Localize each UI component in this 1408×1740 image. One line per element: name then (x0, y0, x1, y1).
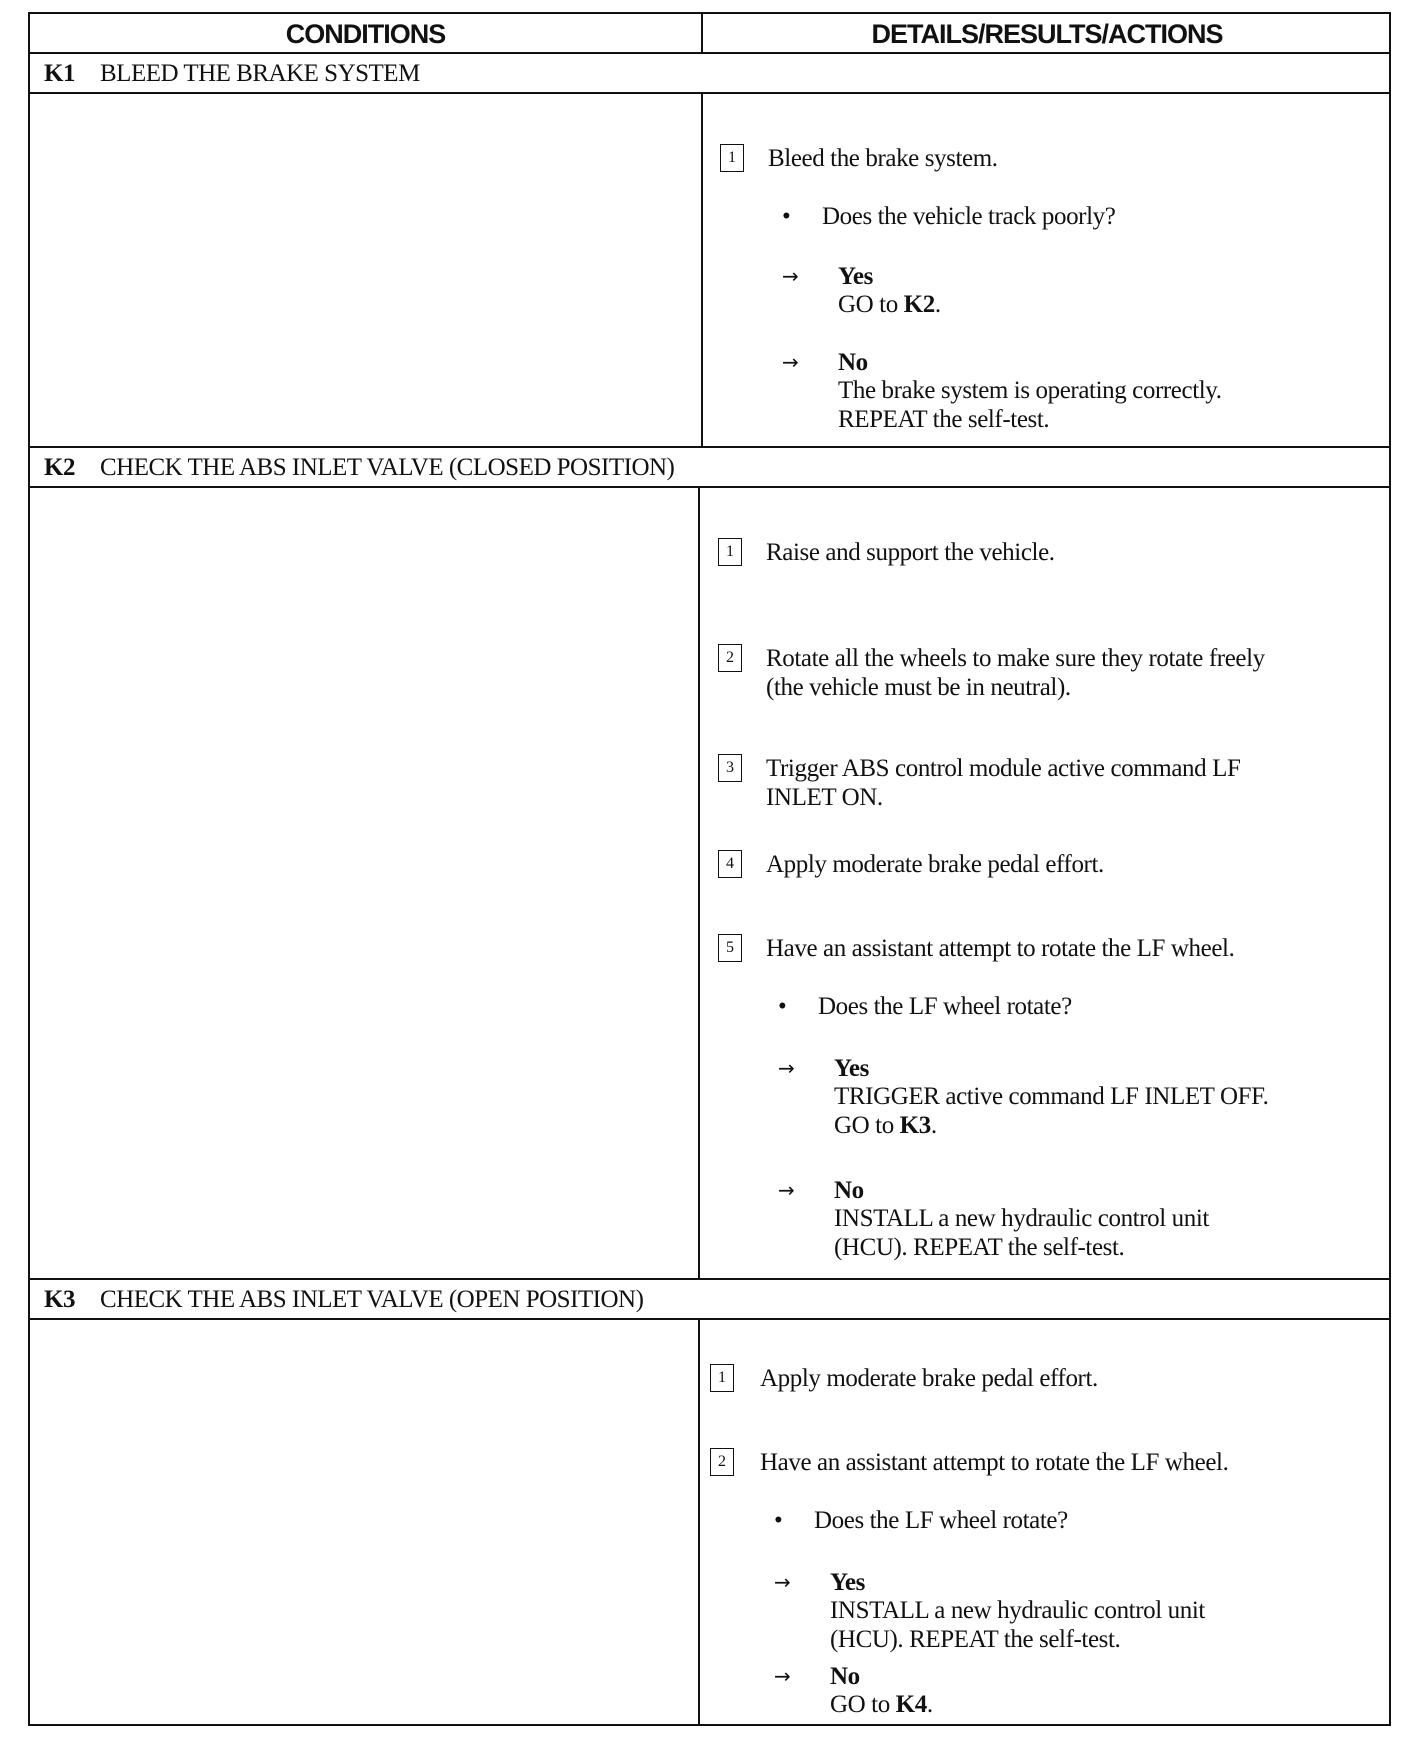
k1-no-action: The brake system is operating correctly. REPEAT the self-test. (838, 377, 1222, 433)
arrow-right-icon: → (774, 1664, 791, 1688)
k3-step2-number: 2 (710, 1448, 734, 1476)
diagnostic-table (28, 12, 1391, 1726)
k2-step2-text: Rotate all the wheels to make sure they rotate freely (the vehicle must be in neutral). (766, 645, 1265, 701)
k2-step5-text: Have an assistant attempt to rotate the LF wheel. (766, 935, 1235, 962)
k2-step4-text: Apply moderate brake pedal effort. (766, 851, 1104, 878)
k1-yes-branch (782, 262, 1382, 322)
bullet-icon: • (774, 1507, 783, 1534)
k2-step5-number: 5 (718, 934, 742, 962)
k3-no-ref: K4 (895, 1691, 927, 1718)
arrow-right-icon: → (782, 350, 799, 374)
k1-no-branch (782, 348, 1382, 438)
arrow-right-icon: → (778, 1056, 795, 1080)
k1-title: BLEED THE BRAKE SYSTEM (100, 60, 420, 87)
k2-step1-number: 1 (718, 538, 742, 566)
k2-yes-ref: K3 (899, 1112, 931, 1139)
k3-no-action: GO to K4. (830, 1691, 933, 1718)
k1-no-label: No (838, 349, 868, 376)
k2-question-text: Does the LF wheel rotate? (818, 993, 1072, 1020)
k3-body (30, 1320, 1389, 1726)
k1-section-title (30, 54, 1389, 94)
k2-step4-number: 4 (718, 850, 742, 878)
k2-step2-number: 2 (718, 644, 742, 672)
k2-no-label: No (834, 1177, 864, 1204)
k1-yes-label: Yes (838, 263, 873, 290)
k3-no-branch (774, 1662, 1374, 1722)
k1-question-text: Does the vehicle track poorly? (822, 203, 1116, 230)
k1-code: K1 (44, 60, 75, 87)
k1-yes-ref: K2 (903, 291, 935, 318)
k3-question-text: Does the LF wheel rotate? (814, 1507, 1068, 1534)
arrow-right-icon: → (774, 1570, 791, 1594)
k3-yes-action: INSTALL a new hydraulic control unit (HCU). REPEAT the self-test. (830, 1597, 1205, 1653)
k3-column-divider (698, 1320, 700, 1726)
k1-step1-number: 1 (720, 144, 744, 172)
bullet-icon: • (782, 203, 791, 230)
arrow-right-icon: → (782, 264, 799, 288)
k3-no-label: No (830, 1663, 860, 1690)
k3-yes-label: Yes (830, 1569, 865, 1596)
k2-code: K2 (44, 454, 75, 481)
k3-section-title (30, 1280, 1389, 1320)
k2-step1-text: Raise and support the vehicle. (766, 539, 1055, 566)
k2-step3-text: Trigger ABS control module active command LF INLET ON. (766, 755, 1241, 811)
k3-title: CHECK THE ABS INLET VALVE (OPEN POSITION) (100, 1286, 644, 1313)
table-header (30, 14, 1389, 54)
k1-step1-text: Bleed the brake system. (768, 145, 998, 172)
k3-step1-number: 1 (710, 1364, 734, 1392)
k1-yes-action: GO to K2. (838, 291, 941, 318)
k2-body (30, 488, 1389, 1278)
k2-no-branch (778, 1176, 1378, 1266)
k2-title: CHECK THE ABS INLET VALVE (CLOSED POSITION) (100, 454, 675, 481)
k1-column-divider (701, 94, 703, 446)
bullet-icon: • (778, 993, 787, 1020)
k3-code: K3 (44, 1286, 75, 1313)
k2-column-divider (698, 488, 700, 1278)
k2-yes-action: TRIGGER active command LF INLET OFF. GO to K3. (834, 1083, 1269, 1139)
details-header: DETAILS/RESULTS/ACTIONS (871, 19, 1223, 49)
k2-yes-label: Yes (834, 1055, 869, 1082)
k3-step1-text: Apply moderate brake pedal effort. (760, 1365, 1098, 1392)
conditions-header: CONDITIONS (30, 14, 703, 52)
k2-section-title (30, 448, 1389, 488)
arrow-right-icon: → (778, 1178, 795, 1202)
k3-yes-branch (774, 1568, 1374, 1658)
k2-step3-number: 3 (718, 754, 742, 782)
k1-body (30, 94, 1389, 446)
k3-step2-text: Have an assistant attempt to rotate the LF wheel. (760, 1449, 1229, 1476)
k2-no-action: INSTALL a new hydraulic control unit (HCU). REPEAT the self-test. (834, 1205, 1209, 1261)
k2-yes-branch (778, 1054, 1378, 1144)
